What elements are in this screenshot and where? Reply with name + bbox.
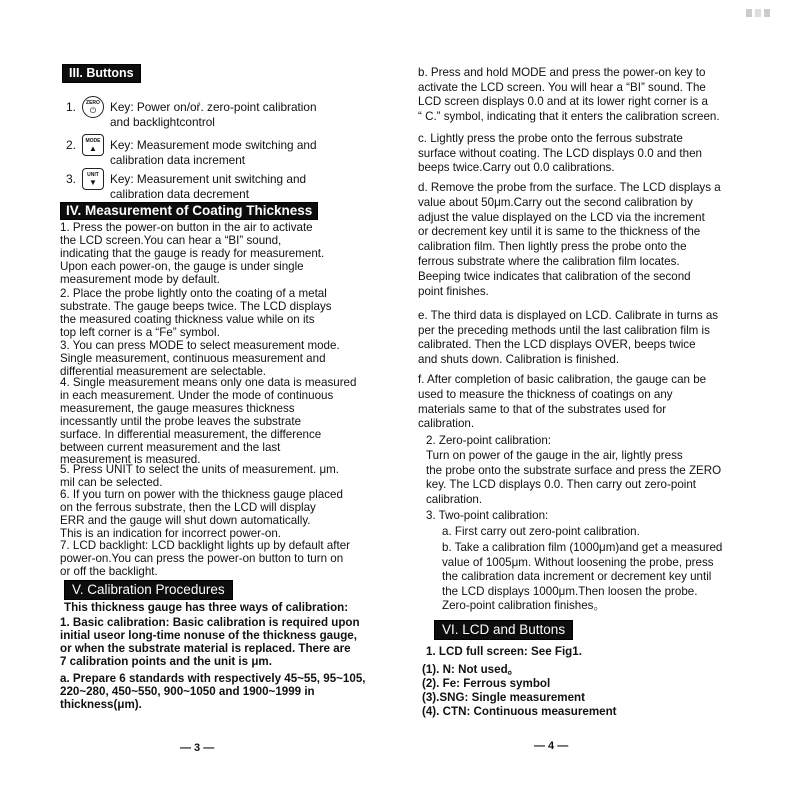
basic-calibration: 1. Basic calibration: Basic calibration is required upon initial useor long-time nonuse of the thickness gauge, or when the substrate material is replaced. There are 7 calibration points and the unit is μm. — [60, 616, 360, 668]
lcd-heading: VI. LCD and Buttons — [434, 620, 573, 640]
measurement-item-2: 2. Place the probe lightly onto the coating of a metal substrate. The gauge beeps twice. The LCD displays the measured coating thickness value while on its top left corner is a “Fe” symbol. — [60, 287, 332, 339]
calibration-step-e: e. The third data is displayed on LCD. Calibrate in turns as per the preceding methods until the last calibration film is calibrated. Then the LCD displays OVER, beeps twice and shuts down. Calibration is finished. — [418, 309, 719, 366]
calibration-step-f: f. After completion of basic calibration, the gauge can be used to measure the thickness of coatings on any materials same to that of the substrates used for calibration. — [418, 373, 707, 431]
measurement-item-3: 3. You can press MODE to select measurement mode. Single measurement, continuous measurement and differential measurement are selectable. — [60, 339, 340, 378]
measurement-item-6: 6. If you turn on power with the thickness gauge placed on the ferrous substrate, then the LCD will display ERR and the gauge will shut down automatically. This is an indication for incorrect power-on. — [60, 488, 343, 540]
unit-key-row — [58, 168, 368, 201]
lcd-symbol-1: (1). N: Not used。 — [422, 663, 520, 676]
measurement-item-7: 7. LCD backlight: LCD backlight lights up by default after power-on.You can press the power-on button to turn on or off the backlight. — [60, 539, 350, 578]
unit-key-description: Key: Measurement unit switching and calibration data decrement — [110, 172, 307, 201]
calibration-standards: a. Prepare 6 standards with respectively 45~55, 95~105, 220~280, 450~550, 900~1050 and 1900~1999 in thickness(μm). — [60, 672, 366, 711]
up-arrow-icon: MODE ▲ — [82, 134, 104, 156]
page-number: — 4 — — [534, 740, 569, 752]
calibration-intro: This thickness gauge has three ways of calibration: — [64, 601, 349, 614]
calibration-step-c: c. Lightly press the probe onto the ferrous substrate surface without coating. The LCD displays 0.0 and then beeps twice.Carry out 0.0 calibrations. — [418, 132, 703, 174]
zero-key-description: Key: Power on/oŕ. zero-point calibration and backlightcontrol — [110, 100, 317, 129]
mode-key-description: Key: Measurement mode switching and calibration data increment — [110, 138, 317, 167]
two-point-step-b: b. Take a calibration film (1000μm)and get a measured value of 1005μm. Without loosening the probe, press the calibration data increment or decrement key until the LCD displays 1000μm.Then loosen the probe. Zero-point calibration finishes。 — [442, 541, 723, 613]
lcd-symbol-3: (3).SNG: Single measurement — [422, 691, 585, 704]
two-point-title: 3. Two-point calibration: — [426, 509, 549, 522]
key-number: 2. — [66, 138, 77, 152]
power-icon: ZERO ⏻ — [82, 96, 104, 118]
key-number: 3. — [66, 172, 77, 186]
buttons-heading: III. Buttons — [62, 64, 141, 83]
two-point-step-a: a. First carry out zero-point calibration. — [442, 525, 640, 538]
calibration-heading: V. Calibration Procedures — [64, 580, 233, 600]
calibration-step-d: d. Remove the probe from the surface. The LCD displays a value about 50μm.Carry out the second calibration by adjust the value displayed on the LCD via the increment or decrement key until it is same to the thickness of the calibration film. Then lightly press the probe onto the ferrous substrate where the calibration film locates. Beeping twice indicates that calibration of the second point finishes. — [418, 181, 721, 298]
watermark-corner — [744, 6, 774, 20]
page-number: — 3 — — [180, 742, 215, 754]
zero-point-calibration: 2. Zero-point calibration: Turn on power of the gauge in the air, lightly press the probe onto the substrate surface and press the ZERO key. The LCD displays 0.0. Then carry out zero-point calibration. — [426, 434, 722, 507]
lcd-fullscreen: 1. LCD full screen: See Fig1. — [426, 645, 582, 658]
measurement-item-1: 1. Press the power-on button in the air to activate the LCD screen.You can hear a “BI” sound, indicating that the gauge is ready for measurement. Upon each power-on, the gauge is under single measurement mode by default. — [60, 221, 325, 286]
down-arrow-icon: UNIT ▼ — [82, 168, 104, 190]
measurement-item-5: 5. Press UNIT to select the units of measurement. μm. mil can be selected. — [60, 463, 340, 489]
zero-key-row — [58, 96, 368, 129]
measurement-item-4: 4. Single measurement means only one data is measured in each measurement. Under the mode of continuous measurement, the gauge measures thickness incessantly until the probe leaves the substrate surface. In differential measurement, the difference between current measurement and the last measurement is measured. — [60, 376, 357, 467]
lcd-symbol-2: (2). Fe: Ferrous symbol — [422, 677, 551, 690]
measurement-heading: IV. Measurement of Coating Thickness — [60, 202, 318, 220]
lcd-symbol-4: (4). CTN: Continuous measurement — [422, 705, 617, 718]
key-number: 1. — [66, 100, 77, 114]
calibration-step-b: b. Press and hold MODE and press the power-on key to activate the LCD screen. You will hear a “BI” sound. The LCD screen displays 0.0 and at its lower right corner is a “ C.” symbol, indicating that it enters the calibration screen. — [418, 66, 720, 123]
mode-key-row — [58, 134, 368, 167]
